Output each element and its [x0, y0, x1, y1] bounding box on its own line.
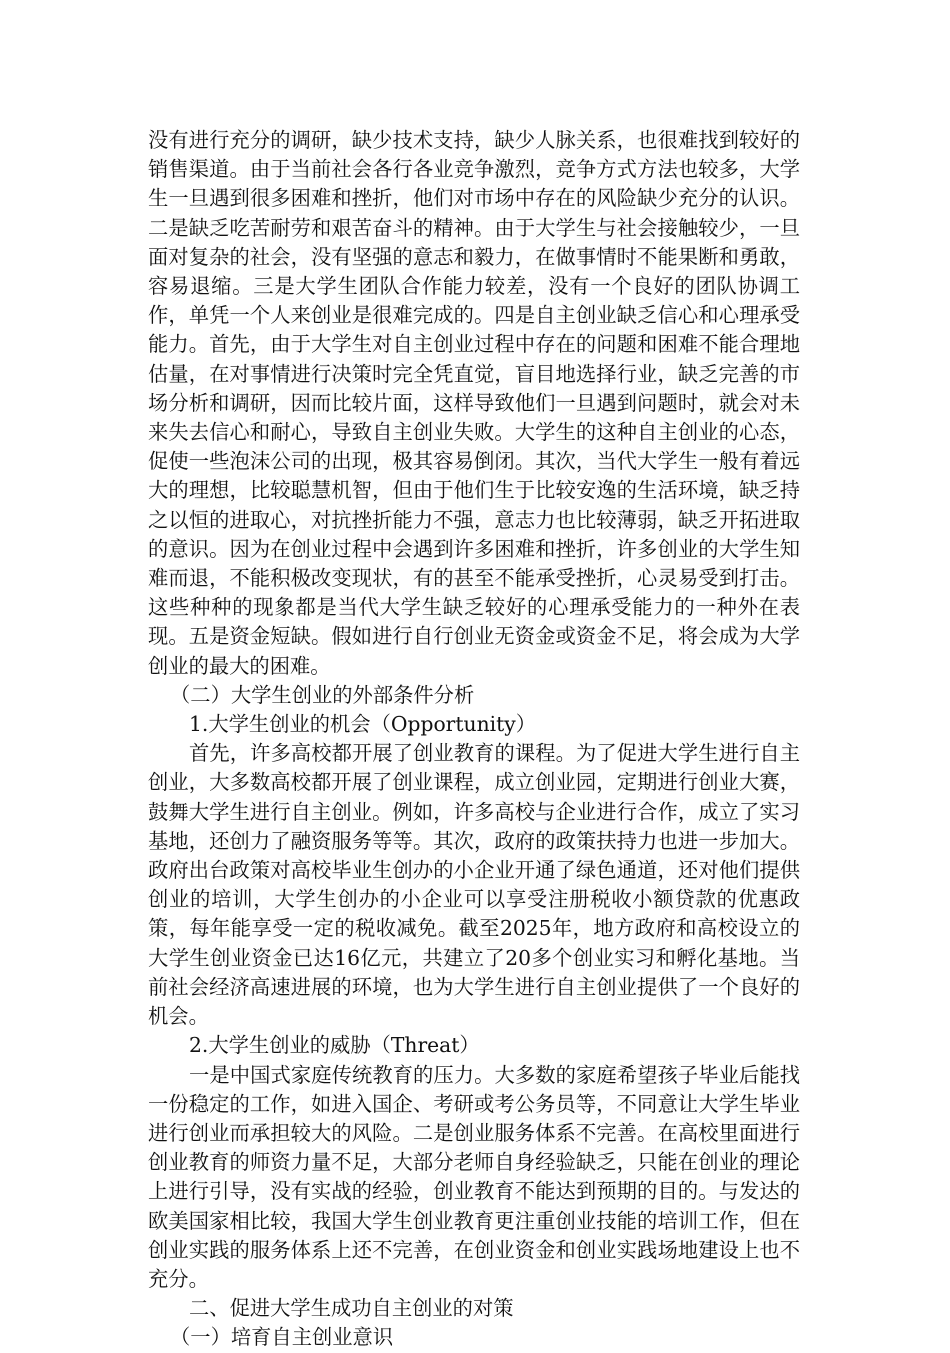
chapter-heading: 二、促进大学生成功自主创业的对策	[189, 1296, 514, 1321]
document-page	[148, 126, 800, 1353]
body-paragraph: 没有进行充分的调研，缺少技术支持，缺少人脉关系，也很难找到较好的销售渠道。由于当前社会各行各业竞争激烈，竞争方式方法也较多，大学生一旦遇到很多困难和挫折，他们对市场中存在的风险缺少充分的认识。二是缺乏吃苦耐劳和艰苦奋斗的精神。由于大学生与社会接触较少，一旦面对复杂的社会，没有坚强的意志和毅力，在做事情时不能果断和勇敢，容易退缩。三是大学生团队合作能力较差，没有一个良好的团队协调工作，单凭一个人来创业是很难完成的。四是自主创业缺乏信心和心理承受能力。首先，由于大学生对自主创业过程中存在的问题和困难不能合理地估量，在对事情进行决策时完全凭直觉，盲目地选择行业，缺乏完善的市场分析和调研，因而比较片面，这样导致他们一旦遇到问题时，就会对未来失去信心和耐心，导致自主创业失败。大学生的这种自主创业的心态，促使一些泡沫公司的出现，极其容易倒闭。其次，当代大学生一般有着远大的理想，比较聪慧机智，但由于他们生于比较安逸的生活环境，缺乏持之以恒的进取心，对抗挫折能力不强，意志力也比较薄弱，缺乏开拓进取的意识。因为在创业过程中会遇到许多困难和挫折，许多创业的大学生知难而退，不能积极改变现状，有的甚至不能承受挫折，心灵易受到打击。这些种种的现象都是当代大学生缺乏较好的心理承受能力的一种外在表现。五是资金短缺。假如进行自行创业无资金或资金不足，将会成为大学创业的最大的困难。	[148, 128, 800, 678]
section-heading: （二）大学生创业的外部条件分析	[170, 682, 475, 707]
subsection-heading: 2.大学生创业的威胁（Threat）	[189, 1033, 480, 1058]
body-paragraph: 一是中国式家庭传统教育的压力。大多数的家庭希望孩子毕业后能找一份稳定的工作，如进入国企、考研或考公务员等，不同意让大学生毕业进行创业而承担较大的风险。二是创业服务体系不完善。在高校里面进行创业教育的师资力量不足，大部分老师自身经验缺乏，只能在创业的理论上进行引导，没有实战的经验，创业教育不能达到预期的目的。与发达的欧美国家相比较，我国大学生创业教育更注重创业技能的培训工作，但在创业实践的服务体系上还不完善，在创业资金和创业实践场地建设上也不充分。	[148, 1062, 800, 1291]
section-heading: （一）培育自主创业意识	[170, 1325, 394, 1350]
body-paragraph: 首先，许多高校都开展了创业教育的课程。为了促进大学生进行自主创业，大多数高校都开展了创业课程，成立创业园，定期进行创业大赛，鼓舞大学生进行自主创业。例如，许多高校与企业进行合作，成立了实习基地，还创力了融资服务等等。其次，政府的政策扶持力也进一步加大。政府出台政策对高校毕业生创办的小企业开通了绿色通道，还对他们提供创业的培训，大学生创办的小企业可以享受注册税收小额贷款的优惠政策，每年能享受一定的税收减免。截至2025年，地方政府和高校设立的大学生创业资金已达16亿元，共建立了20多个创业实习和孵化基地。当前社会经济高速进展的环境，也为大学生进行自主创业提供了一个良好的机会。	[148, 741, 800, 1029]
subsection-heading: 1.大学生创业的机会（Opportunity）	[189, 712, 537, 737]
